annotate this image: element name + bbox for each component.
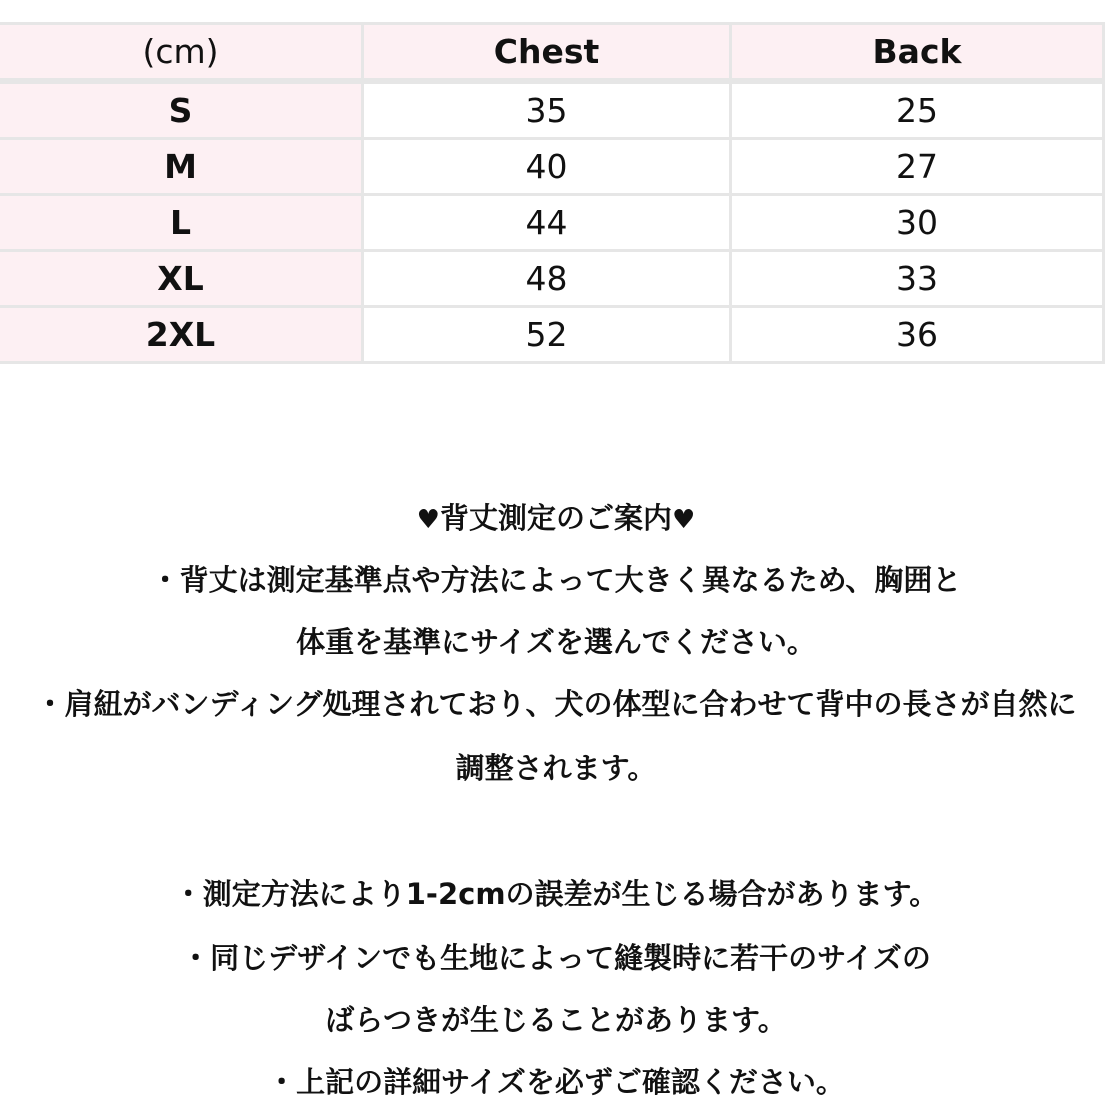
notes-heading-text: 背丈測定のご案内 (439, 501, 672, 535)
size-table (0, 22, 1105, 364)
note-line: ・測定方法により1-2cmの誤差が生じる場合があります。 (173, 877, 939, 911)
size-label: L (0, 196, 364, 252)
back-header: Back (732, 22, 1105, 81)
table-header-row (0, 22, 1105, 81)
heart-icon: ♥ (672, 505, 696, 535)
note-line: ばらつきが生じることがあります。 (325, 1003, 787, 1037)
table-row (0, 252, 1105, 308)
size-label: M (0, 140, 364, 196)
note-line: 体重を基準にサイズを選んでください。 (296, 625, 816, 659)
table-row (0, 196, 1105, 252)
back-value: 27 (732, 140, 1105, 196)
table-row (0, 308, 1105, 364)
table-row (0, 81, 1105, 140)
back-value: 25 (732, 81, 1105, 140)
chest-value: 52 (364, 308, 732, 364)
notes-heading (0, 490, 1112, 546)
back-value: 30 (732, 196, 1105, 252)
chest-value: 48 (364, 252, 732, 308)
note-line: ・肩紐がバンディング処理されており、犬の体型に合わせて背中の長さが自然に (35, 687, 1077, 721)
chest-header: Chest (364, 22, 732, 81)
size-label: 2XL (0, 308, 364, 364)
chest-value: 40 (364, 140, 732, 196)
size-label: XL (0, 252, 364, 308)
note-line: ・同じデザインでも生地によって縫製時に若干のサイズの (181, 941, 931, 975)
note-line: 調整されます。 (455, 751, 657, 785)
chest-value: 35 (364, 81, 732, 140)
back-value: 36 (732, 308, 1105, 364)
note-line: ・上記の詳細サイズを必ずご確認ください。 (267, 1065, 845, 1099)
heart-icon: ♥ (416, 505, 440, 535)
table-row (0, 140, 1105, 196)
back-value: 33 (732, 252, 1105, 308)
unit-header: (cm) (0, 22, 364, 81)
size-label: S (0, 81, 364, 140)
note-line: ・背丈は測定基準点や方法によって大きく異なるため、胸囲と (150, 563, 962, 597)
chest-value: 44 (364, 196, 732, 252)
